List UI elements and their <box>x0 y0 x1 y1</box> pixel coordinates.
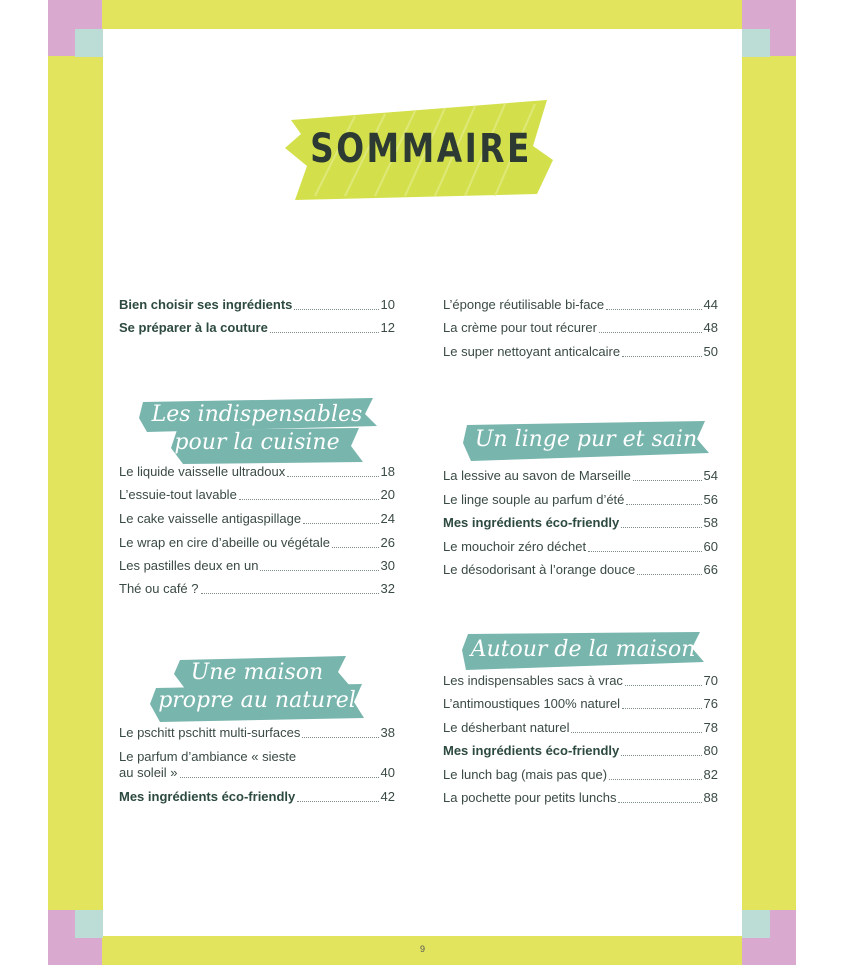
dot-leader <box>303 523 378 524</box>
dot-leader <box>621 755 701 756</box>
dot-leader <box>239 499 379 500</box>
dot-leader <box>201 593 379 594</box>
section-heading-autour <box>462 630 704 672</box>
entry-label: Les indispensables sacs à vrac <box>443 673 623 688</box>
entry-label: Le désodorisant à l’orange douce <box>443 562 636 577</box>
toc-entry[interactable] <box>119 558 395 574</box>
section-heading-line: Autour de la maison <box>470 637 696 662</box>
entry-label: Thé ou café ? <box>119 581 199 596</box>
dot-leader <box>621 527 701 528</box>
toc-entry[interactable] <box>443 320 718 336</box>
entry-page: 10 <box>380 297 395 312</box>
entry-page: 60 <box>703 539 718 554</box>
entry-page: 42 <box>380 789 395 804</box>
section-heading-line: pour la cuisine <box>174 430 340 455</box>
entry-page: 88 <box>703 790 718 805</box>
entry-page: 20 <box>380 487 395 502</box>
entry-label: Le liquide vaisselle ultradoux <box>119 464 286 479</box>
entry-page: 82 <box>703 767 718 782</box>
dot-leader <box>297 801 378 802</box>
entry-label: L’antimoustiques 100% naturel <box>443 696 621 711</box>
entry-page: 24 <box>380 511 395 526</box>
entry-label: La pochette pour petits lunchs <box>443 790 617 805</box>
dot-leader <box>625 685 702 686</box>
dot-leader <box>626 504 701 505</box>
entry-label: Mes ingrédients éco-friendly <box>443 743 620 758</box>
entry-page: 70 <box>703 673 718 688</box>
dot-leader <box>622 356 701 357</box>
section-heading-cuisine <box>137 396 377 466</box>
toc-entry-label-line[interactable]: Le parfum d’ambiance « sieste <box>119 749 297 764</box>
entry-label: Le lunch bag (mais pas que) <box>443 767 608 782</box>
dot-leader <box>637 574 701 575</box>
toc-entry[interactable] <box>119 511 395 527</box>
entry-label: Le cake vaisselle antigaspillage <box>119 511 302 526</box>
entry-label: Le wrap en cire d’abeille ou végétale <box>119 535 331 550</box>
toc-entry[interactable] <box>119 581 395 597</box>
page-number: 9 <box>419 944 425 954</box>
dot-leader <box>260 570 378 571</box>
dot-leader <box>332 547 379 548</box>
page-title: SOMMAIRE <box>310 126 532 172</box>
entry-page: 40 <box>380 765 395 780</box>
entry-page: 58 <box>703 515 718 530</box>
toc-entry[interactable] <box>443 562 718 578</box>
dot-leader <box>294 309 378 310</box>
corner-decoration <box>742 29 770 57</box>
toc-entry[interactable] <box>443 468 718 484</box>
entry-page: 66 <box>703 562 718 577</box>
entry-label: Mes ingrédients éco-friendly <box>119 789 296 804</box>
entry-page: 18 <box>380 464 395 479</box>
corner-decoration <box>742 910 770 938</box>
toc-entry[interactable] <box>119 320 395 336</box>
corner-decoration <box>75 910 103 938</box>
toc-entry[interactable] <box>443 344 718 360</box>
section-heading-maison-propre <box>150 654 364 724</box>
entry-page: 26 <box>380 535 395 550</box>
entry-label: Le linge souple au parfum d’été <box>443 492 625 507</box>
dot-leader <box>287 476 378 477</box>
dot-leader <box>609 779 701 780</box>
toc-entry[interactable] <box>443 539 718 555</box>
dot-leader <box>270 332 379 333</box>
toc-entry[interactable] <box>443 492 718 508</box>
dot-leader <box>571 732 701 733</box>
entry-page: 44 <box>703 297 718 312</box>
dot-leader <box>618 802 701 803</box>
toc-entry[interactable] <box>119 297 395 313</box>
section-heading-line: propre au naturel <box>158 688 356 713</box>
entry-label: Le super nettoyant anticalcaire <box>443 344 621 359</box>
section-heading-line: Les indispensables <box>151 402 363 427</box>
toc-entry[interactable] <box>119 464 395 480</box>
dot-leader <box>633 480 702 481</box>
toc-entry[interactable] <box>443 743 718 759</box>
toc-entry[interactable] <box>443 673 718 689</box>
entry-label: Bien choisir ses ingrédients <box>119 297 293 312</box>
entry-label: Le mouchoir zéro déchet <box>443 539 587 554</box>
entry-page: 50 <box>703 344 718 359</box>
dot-leader <box>302 737 378 738</box>
entry-page: 48 <box>703 320 718 335</box>
entry-page: 32 <box>380 581 395 596</box>
toc-entry[interactable] <box>443 297 718 313</box>
entry-label: Les pastilles deux en un <box>119 558 259 573</box>
toc-entry[interactable] <box>443 790 718 806</box>
entry-label: L’essuie-tout lavable <box>119 487 237 502</box>
dot-leader <box>622 708 701 709</box>
toc-entry[interactable] <box>119 789 395 805</box>
entry-label: Se préparer à la couture <box>119 320 268 335</box>
entry-label: Le désherbant naturel <box>443 720 570 735</box>
toc-entry[interactable] <box>119 487 395 503</box>
entry-label: L’éponge réutilisable bi-face <box>443 297 605 312</box>
entry-page: 76 <box>703 696 718 711</box>
toc-entry[interactable] <box>443 720 718 736</box>
entry-page: 56 <box>703 492 718 507</box>
corner-decoration <box>75 29 103 57</box>
toc-entry[interactable] <box>443 767 718 783</box>
entry-page: 54 <box>703 468 718 483</box>
dot-leader <box>606 309 701 310</box>
entry-label: Le pschitt pschitt multi-surfaces <box>119 725 301 740</box>
toc-entry[interactable] <box>443 696 718 712</box>
entry-page: 78 <box>703 720 718 735</box>
toc-entry[interactable] <box>119 535 395 551</box>
dot-leader <box>599 332 702 333</box>
entry-page: 30 <box>380 558 395 573</box>
entry-label: La lessive au savon de Marseille <box>443 468 631 483</box>
toc-entry[interactable] <box>119 725 395 741</box>
section-heading-linge <box>463 419 709 463</box>
entry-page: 80 <box>703 743 718 758</box>
entry-label: Mes ingrédients éco-friendly <box>443 515 620 530</box>
entry-page: 38 <box>380 725 395 740</box>
entry-label: La crème pour tout récurer <box>443 320 597 335</box>
dot-leader <box>588 551 701 552</box>
toc-entry[interactable] <box>443 515 718 531</box>
toc-entry[interactable] <box>119 765 395 781</box>
entry-label: au soleil » <box>119 765 178 780</box>
section-heading-line: Un linge pur et sain <box>474 427 698 452</box>
entry-page: 12 <box>380 320 395 335</box>
section-heading-line: Une maison <box>190 660 324 685</box>
dot-leader <box>180 777 379 778</box>
